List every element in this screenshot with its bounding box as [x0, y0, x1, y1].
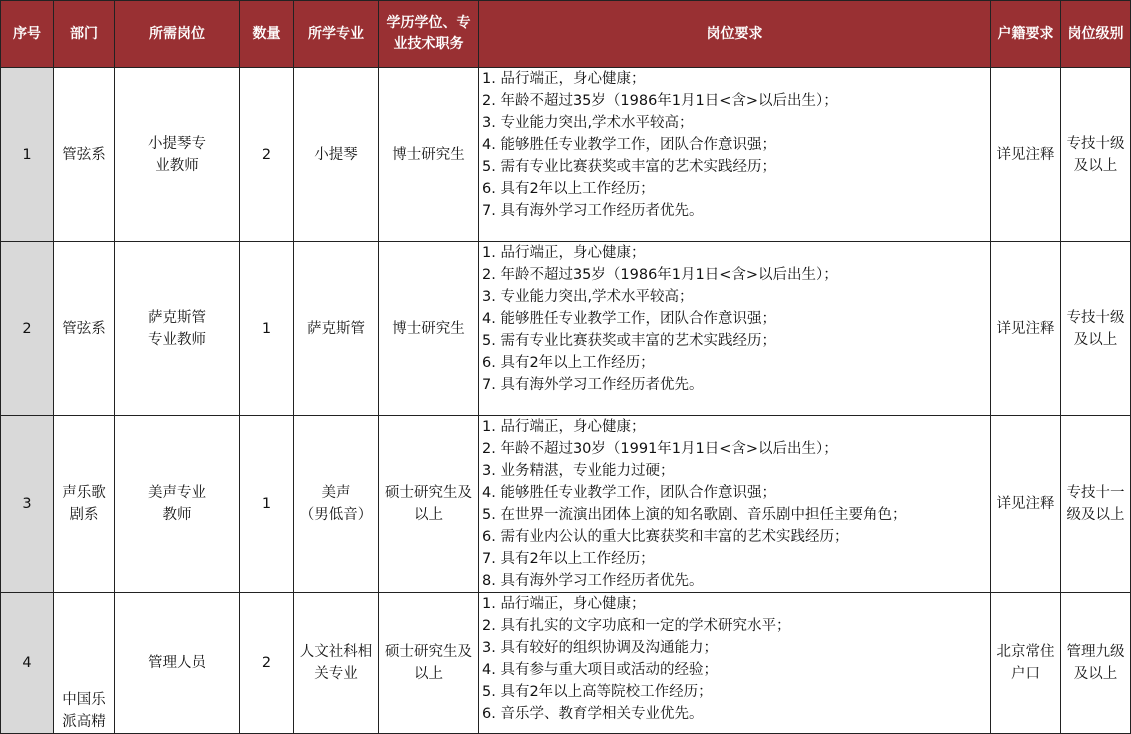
header-education-line1: 学历学位、专 [386, 15, 471, 31]
row-position [115, 68, 240, 242]
level-line2: 及以上 [1073, 157, 1118, 174]
requirement-item: 1. 品行端正，身心健康； [482, 596, 646, 612]
row-count: 2 [240, 68, 294, 242]
level-line2: 及以上 [1073, 666, 1118, 682]
row-education: 博士研究生 [379, 68, 479, 242]
requirement-item: 6. 需有业内公认的重大比赛获奖和丰富的艺术实践经历； [482, 529, 849, 545]
requirement-item: 1. 品行端正，身心健康； [482, 419, 646, 435]
level-line2: 及以上 [1073, 331, 1118, 348]
row-hukou: 详见注释 [991, 242, 1061, 416]
row-education: 博士研究生 [379, 242, 479, 416]
row-no: 1 [1, 68, 54, 242]
row-major: 小提琴 [294, 68, 379, 242]
row-level [1061, 416, 1131, 593]
requirement-item: 2. 年龄不超过30岁（1991年1月1日<含>以后出生）； [482, 441, 838, 457]
row-no: 3 [1, 416, 54, 593]
requirement-item: 1. 品行端正，身心健康； [482, 71, 646, 87]
row-requirements [479, 416, 991, 593]
dept-line1: 中国乐 [62, 692, 106, 708]
header-row [1, 1, 1131, 68]
requirement-item: 3. 具有较好的组织协调及沟通能力； [482, 640, 718, 656]
table-row [1, 593, 1131, 734]
table-row [1, 416, 1131, 593]
row-requirements [479, 242, 991, 416]
hukou-line1: 北京常住 [996, 644, 1055, 660]
level-line1: 专技十一 [1066, 485, 1125, 501]
header-position: 所需岗位 [115, 1, 240, 68]
requirement-item: 4. 能够胜任专业教学工作，团队合作意识强； [482, 485, 776, 501]
position-line2: 专业教师 [148, 331, 206, 348]
requirement-item: 5. 需有专业比赛获奖或丰富的艺术实践经历； [482, 333, 776, 349]
row-level [1061, 593, 1131, 734]
row-dept: 管弦系 [54, 242, 115, 416]
requirement-item: 3. 专业能力突出,学术水平较高； [482, 289, 694, 305]
header-dept: 部门 [54, 1, 115, 68]
position-line2: 业教师 [155, 157, 199, 174]
requirement-item: 3. 业务精湛，专业能力过硬； [482, 463, 675, 479]
major-line2: 关专业 [314, 666, 358, 682]
requirement-item: 7. 具有海外学习工作经历者优先。 [482, 203, 704, 219]
major-line1: 美声 [321, 485, 351, 501]
education-line1: 硕士研究生及 [385, 644, 472, 660]
level-line1: 专技十级 [1066, 135, 1125, 152]
requirement-item: 6. 具有2年以上工作经历； [482, 355, 655, 371]
header-level: 岗位级别 [1061, 1, 1131, 68]
row-requirements [479, 68, 991, 242]
requirement-item: 2. 年龄不超过35岁（1986年1月1日<含>以后出生）； [482, 93, 838, 109]
row-position [115, 242, 240, 416]
header-count: 数量 [240, 1, 294, 68]
level-line2: 级及以上 [1066, 507, 1125, 523]
education-line2: 以上 [414, 507, 443, 523]
header-major: 所学专业 [294, 1, 379, 68]
row-requirements [479, 593, 991, 734]
requirement-item: 7. 具有2年以上工作经历； [482, 551, 655, 567]
row-position [115, 416, 240, 593]
requirement-item: 4. 具有参与重大项目或活动的经验； [482, 662, 718, 678]
education-line2: 以上 [414, 666, 443, 682]
requirement-item: 2. 年龄不超过35岁（1986年1月1日<含>以后出生）； [482, 267, 838, 283]
row-no: 2 [1, 242, 54, 416]
row-count: 1 [240, 416, 294, 593]
requirement-item: 5. 具有2年以上高等院校工作经历； [482, 684, 713, 700]
table-row [1, 68, 1131, 242]
row-hukou [991, 593, 1061, 734]
requirement-item: 2. 具有扎实的文字功底和一定的学术研究水平； [482, 618, 791, 634]
header-education-line2: 业技术职务 [393, 36, 464, 52]
requirement-item: 7. 具有海外学习工作经历者优先。 [482, 377, 704, 393]
requirement-item: 1. 品行端正，身心健康； [482, 245, 646, 261]
major-line2: （男低音） [299, 507, 373, 523]
requirement-item: 4. 能够胜任专业教学工作，团队合作意识强； [482, 137, 776, 153]
row-major [294, 416, 379, 593]
header-education [379, 1, 479, 68]
row-count: 2 [240, 593, 294, 734]
requirement-item: 5. 需有专业比赛获奖或丰富的艺术实践经历； [482, 159, 776, 175]
requirement-item: 5. 在世界一流演出团体上演的知名歌剧、音乐剧中担任主要角色； [482, 507, 907, 523]
row-major: 萨克斯管 [294, 242, 379, 416]
dept-line1: 声乐歌 [62, 485, 106, 501]
row-dept [54, 416, 115, 593]
row-level [1061, 242, 1131, 416]
row-dept [54, 593, 115, 734]
level-line1: 管理九级 [1066, 644, 1125, 660]
position-line1: 小提琴专 [148, 135, 206, 152]
position-line1: 萨克斯管 [148, 309, 206, 326]
position-line2: 教师 [162, 507, 192, 523]
header-no: 序号 [1, 1, 54, 68]
row-major [294, 593, 379, 734]
requirement-item: 8. 具有海外学习工作经历者优先。 [482, 573, 704, 589]
header-hukou: 户籍要求 [991, 1, 1061, 68]
dept-line2: 剧系 [69, 507, 99, 523]
row-education [379, 593, 479, 734]
requirement-item: 6. 具有2年以上工作经历； [482, 181, 655, 197]
row-dept: 管弦系 [54, 68, 115, 242]
row-no: 4 [1, 593, 54, 734]
education-line1: 硕士研究生及 [385, 485, 472, 501]
row-education [379, 416, 479, 593]
position-line1: 美声专业 [148, 485, 206, 501]
header-requirements: 岗位要求 [479, 1, 991, 68]
major-line1: 人文社科相 [299, 644, 373, 660]
row-hukou: 详见注释 [991, 68, 1061, 242]
requirement-item: 3. 专业能力突出,学术水平较高； [482, 115, 694, 131]
hukou-line2: 户口 [1011, 666, 1040, 682]
row-count: 1 [240, 242, 294, 416]
table-row [1, 242, 1131, 416]
requirement-item: 6. 音乐学、教育学相关专业优先。 [482, 706, 704, 722]
level-line1: 专技十级 [1066, 309, 1125, 326]
dept-line2: 派高精 [62, 714, 106, 730]
requirement-item: 4. 能够胜任专业教学工作，团队合作意识强； [482, 311, 776, 327]
row-position: 管理人员 [115, 593, 240, 734]
row-hukou: 详见注释 [991, 416, 1061, 593]
row-level [1061, 68, 1131, 242]
